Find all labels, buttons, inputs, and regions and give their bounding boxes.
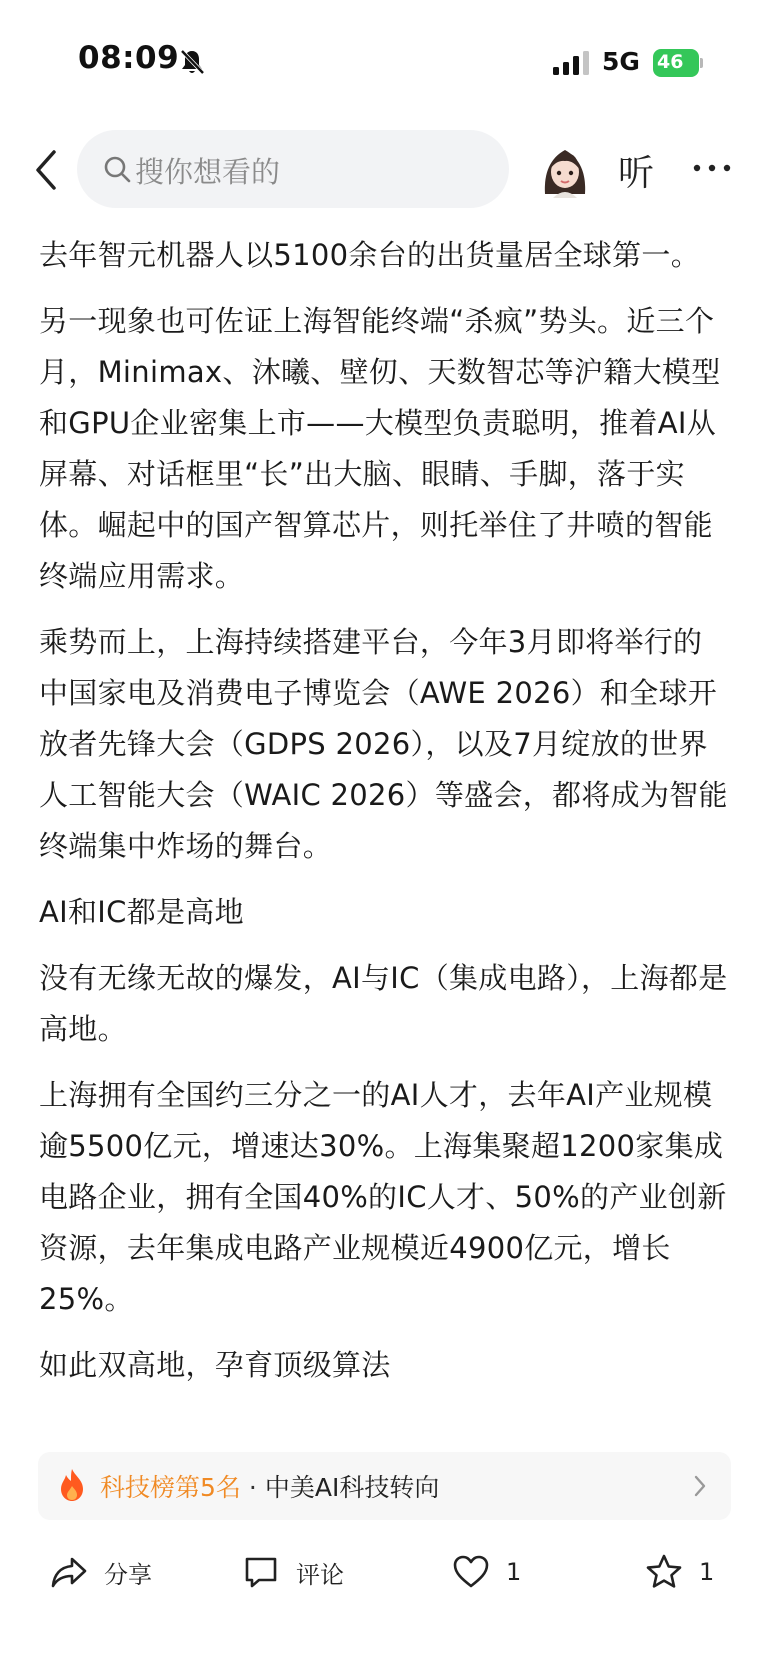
share-label: 分享: [104, 1560, 152, 1589]
comment-icon: [242, 1553, 280, 1591]
article-paragraph: 没有无缘无故的爆发，AI与IC（集成电路），上海都是高地。: [39, 961, 728, 1046]
search-placeholder: 搜你想看的: [135, 155, 281, 189]
comment-label: 评论: [296, 1560, 344, 1589]
battery-level: 46: [657, 51, 684, 73]
comment-button[interactable]: [242, 1550, 344, 1594]
avatar[interactable]: [537, 142, 593, 198]
back-icon[interactable]: [28, 140, 68, 200]
ranking-label: 科技榜第5名: [100, 1473, 241, 1502]
bell-off-icon: [178, 48, 206, 76]
heart-icon: [452, 1553, 490, 1591]
star-icon: [645, 1553, 683, 1591]
like-button[interactable]: [452, 1550, 521, 1594]
ranking-banner[interactable]: [38, 1452, 731, 1520]
status-bar: [0, 0, 768, 120]
like-count: 1: [506, 1558, 522, 1586]
search-input[interactable]: [77, 130, 509, 208]
action-bar: [0, 1530, 768, 1630]
share-icon: [50, 1553, 88, 1591]
article-paragraph: 乘势而上，上海持续搭建平台，今年3月即将举行的中国家电及消费电子博览会（AWE 2026）和全球开放者先锋大会（GDPS 2026），以及7月绽放的世界人工智能大会（WAIC 2026）等盛会，都将成为智能终端集中炸场的舞台。: [39, 625, 728, 863]
battery-icon: [653, 49, 703, 77]
search-icon: [103, 155, 133, 185]
network-type: 5G: [602, 47, 640, 76]
signal-icon: [553, 51, 589, 75]
ranking-topic: 中美AI科技转向: [264, 1473, 440, 1502]
listen-button[interactable]: 听: [618, 153, 655, 194]
ranking-separator: ·: [248, 1473, 257, 1502]
ranking-text: [100, 1468, 439, 1504]
article-body: [39, 230, 729, 1442]
favorite-count: 1: [699, 1558, 715, 1586]
article-paragraph: 上海拥有全国约三分之一的AI人才，去年AI产业规模逾5500亿元，增速达30%。上海集聚超1200家集成电路企业，拥有全国40%的IC人才、50%的产业创新资源，去年集成电路产业规模近4900亿元，增长25%。: [39, 1078, 727, 1316]
more-icon[interactable]: [690, 150, 734, 186]
favorite-button[interactable]: [645, 1550, 714, 1594]
article-paragraph: 另一现象也可佐证上海智能终端“杀疯”势头。近三个月，Minimax、沐曦、壁仞、天数智芯等沪籍大模型和GPU企业密集上市——大模型负责聪明，推着AI从屏幕、对话框里“长”出大脑、眼睛、手脚，落于实体。崛起中的国产智算芯片，则托举住了井喷的智能终端应用需求。: [39, 304, 721, 593]
chevron-right-icon: [693, 1474, 707, 1498]
article-paragraph: 去年智元机器人以5100余台的出货量居全球第一。: [39, 238, 701, 272]
share-button[interactable]: [50, 1550, 152, 1594]
fire-icon: [58, 1468, 86, 1502]
status-time: 08:09: [78, 40, 180, 76]
article-subheading: AI和IC都是高地: [39, 895, 244, 929]
article-paragraph: 如此双高地，孕育顶级算法: [39, 1348, 391, 1382]
battery-cap: [700, 58, 703, 68]
